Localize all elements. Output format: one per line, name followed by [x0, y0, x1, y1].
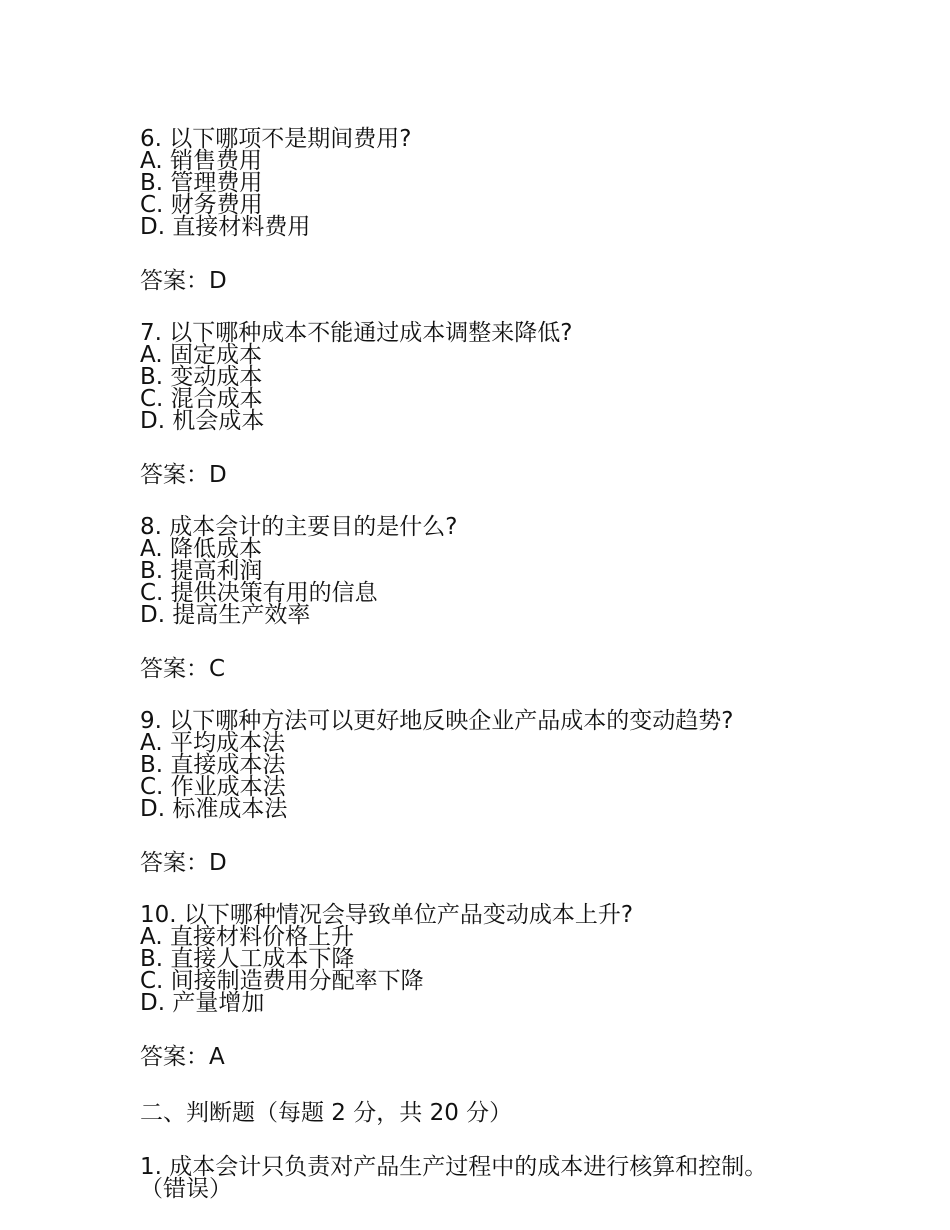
question-stem: 8. 成本会计的主要目的是什么? — [140, 514, 458, 540]
section-heading: 二、判断题（每题 2 分，共 20 分） — [140, 1100, 513, 1126]
option-c: C. 间接制造费用分配率下降 — [140, 968, 424, 994]
option-c: C. 提供决策有用的信息 — [140, 580, 378, 606]
answer-line: 答案：D — [140, 850, 227, 876]
option-b: B. 提高利润 — [140, 558, 263, 584]
question-body — [140, 128, 800, 238]
option-d: D. 提高生产效率 — [140, 602, 311, 628]
option-c: C. 财务费用 — [140, 192, 263, 218]
option-d: D. 标准成本法 — [140, 796, 288, 822]
question-10 — [140, 904, 800, 1072]
answer-line: 答案：D — [140, 268, 227, 294]
answer-line: 答案：C — [140, 656, 226, 682]
option-a: A. 平均成本法 — [140, 730, 285, 756]
question-6 — [140, 128, 800, 296]
answer-line: 答案：D — [140, 462, 227, 488]
option-b: B. 变动成本 — [140, 364, 263, 390]
question-7 — [140, 322, 800, 490]
option-a: A. 降低成本 — [140, 536, 262, 562]
option-b: B. 直接成本法 — [140, 752, 286, 778]
question-9 — [140, 710, 800, 878]
option-c: C. 混合成本 — [140, 386, 263, 412]
option-c: C. 作业成本法 — [140, 774, 286, 800]
question-stem: 6. 以下哪项不是期间费用? — [140, 126, 412, 152]
option-b: B. 管理费用 — [140, 170, 263, 196]
option-d: D. 产量增加 — [140, 990, 265, 1016]
question-body — [140, 904, 800, 1014]
question-body — [140, 710, 800, 820]
option-b: B. 直接人工成本下降 — [140, 946, 355, 972]
question-body — [140, 322, 800, 432]
answer-line: 答案：A — [140, 1044, 225, 1070]
question-8 — [140, 516, 800, 684]
question-stem: 10. 以下哪种情况会导致单位产品变动成本上升? — [140, 902, 634, 928]
document-page — [140, 128, 800, 1200]
option-a: A. 固定成本 — [140, 342, 262, 368]
option-a: A. 直接材料价格上升 — [140, 924, 354, 950]
option-d: D. 直接材料费用 — [140, 214, 311, 240]
option-d: D. 机会成本 — [140, 408, 265, 434]
true-false-item: 1. 成本会计只负责对产品生产过程中的成本进行核算和控制。（错误） — [140, 1154, 768, 1202]
question-stem: 7. 以下哪种成本不能通过成本调整来降低? — [140, 320, 573, 346]
question-stem: 9. 以下哪种方法可以更好地反映企业产品成本的变动趋势? — [140, 708, 734, 734]
option-a: A. 销售费用 — [140, 148, 262, 174]
question-body — [140, 516, 800, 626]
